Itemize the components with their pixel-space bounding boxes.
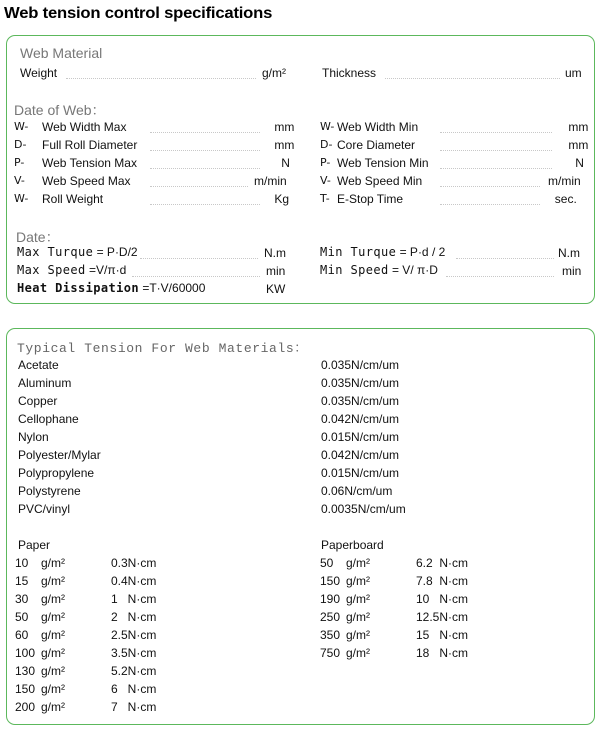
material-tension: 0.0035N/cm/um <box>321 502 406 516</box>
date-of-web-unit: sec. <box>554 192 577 206</box>
min-turque-row <box>320 245 445 259</box>
material-name: Aluminum <box>18 376 72 390</box>
material-tension: 0.042N/cm/um <box>321 412 400 426</box>
date-of-web-label: Web Tension Min <box>337 156 429 170</box>
paper-tension: 1 N·cm <box>111 592 157 606</box>
heat-dissipation-formula: =T·V/60000 <box>142 281 206 295</box>
date-of-web-label: Web Speed Min <box>337 174 423 188</box>
paper-weight: 150 <box>15 682 36 696</box>
min-turque-unit: N.m <box>558 246 580 260</box>
min-speed-formula: = V/ π·D <box>391 263 438 277</box>
min-speed-unit: min <box>562 264 582 278</box>
weight-field[interactable] <box>66 78 256 79</box>
paper-weight-unit: g/m² <box>41 700 65 714</box>
date-of-web-prefix: D- <box>320 138 333 151</box>
paper-weight: 30 <box>15 592 29 606</box>
date-of-web-prefix: P- <box>320 156 331 169</box>
paperboard-weight-unit: g/m² <box>346 592 370 606</box>
paperboard-weight-unit: g/m² <box>346 574 370 588</box>
paper-tension: 7 N·cm <box>111 700 157 714</box>
heat-dissipation-row <box>17 281 205 295</box>
paperboard-weight: 250 <box>320 610 341 624</box>
paperboard-tension: 10 N·cm <box>416 592 469 606</box>
date-of-web-label: Roll Weight <box>42 192 104 206</box>
material-name: Polystyrene <box>18 484 81 498</box>
material-tension: 0.035N/cm/um <box>321 376 400 390</box>
paper-weight-unit: g/m² <box>41 574 65 588</box>
typical-tension-panel <box>6 328 595 725</box>
thickness-label: Thickness <box>322 66 377 80</box>
paperboard-weight: 350 <box>320 628 341 642</box>
material-tension: 0.042N/cm/um <box>321 448 400 462</box>
date-of-web-prefix: W- <box>320 120 335 133</box>
max-turque-row <box>17 245 138 259</box>
weight-label: Weight <box>20 66 58 80</box>
paper-weight-unit: g/m² <box>41 592 65 606</box>
paper-weight-unit: g/m² <box>41 646 65 660</box>
min-turque-label: Min Turque <box>320 245 397 259</box>
paper-tension: 0.3N·cm <box>111 556 157 570</box>
date-of-web-field[interactable] <box>150 150 260 151</box>
date-of-web-unit: N <box>281 156 290 170</box>
date-of-web-label: Web Speed Max <box>42 174 131 188</box>
material-name: Copper <box>18 394 58 408</box>
paperboard-tension: 15 N·cm <box>416 628 469 642</box>
date-of-web-label: Full Roll Diameter <box>42 138 138 152</box>
material-name: Nylon <box>18 430 49 444</box>
max-speed-formula: =V/π·d <box>88 263 127 277</box>
paperboard-heading: Paperboard <box>321 538 384 552</box>
paper-weight-unit: g/m² <box>41 628 65 642</box>
paper-heading: Paper <box>18 538 51 552</box>
paper-weight: 15 <box>15 574 29 588</box>
max-turque-unit: N.m <box>264 246 286 260</box>
paper-weight: 100 <box>15 646 36 660</box>
paper-tension: 2.5N·cm <box>111 628 157 642</box>
date-of-web-prefix: V- <box>320 174 331 187</box>
min-speed-field[interactable] <box>446 276 554 277</box>
paper-weight: 200 <box>15 700 36 714</box>
min-turque-field[interactable] <box>456 258 554 259</box>
paperboard-weight: 150 <box>320 574 341 588</box>
paperboard-weight: 750 <box>320 646 341 660</box>
paperboard-weight-unit: g/m² <box>346 646 370 660</box>
paperboard-weight: 190 <box>320 592 341 606</box>
paper-tension: 3.5N·cm <box>111 646 157 660</box>
paper-weight-unit: g/m² <box>41 682 65 696</box>
date-of-web-field[interactable] <box>440 150 552 151</box>
material-name: Polypropylene <box>18 466 95 480</box>
material-tension: 0.06N/cm/um <box>321 484 393 498</box>
min-speed-row <box>320 263 438 277</box>
min-speed-label: Min Speed <box>320 263 389 277</box>
material-tension: 0.015N/cm/um <box>321 430 400 444</box>
paper-weight: 50 <box>15 610 29 624</box>
date-of-web-unit: m/min <box>548 174 581 188</box>
max-speed-row <box>17 263 126 277</box>
paperboard-tension: 18 N·cm <box>416 646 469 660</box>
date-of-web-label: Web Width Min <box>337 120 419 134</box>
material-name: PVC/vinyl <box>18 502 71 516</box>
paper-weight-unit: g/m² <box>41 664 65 678</box>
paper-weight-unit: g/m² <box>41 556 65 570</box>
date-of-web-field[interactable] <box>440 204 540 205</box>
paper-weight-unit: g/m² <box>41 610 65 624</box>
date-of-web-field[interactable] <box>440 168 552 169</box>
paperboard-tension: 7.8 N·cm <box>416 574 469 588</box>
date-of-web-unit: mm <box>568 138 589 152</box>
max-turque-field[interactable] <box>140 258 258 259</box>
date-of-web-field[interactable] <box>150 168 260 169</box>
date-of-web-prefix: T- <box>320 192 330 205</box>
date-of-web-unit: mm <box>568 120 589 134</box>
date-of-web-prefix: W- <box>14 192 29 205</box>
material-tension: 0.035N/cm/um <box>321 358 400 372</box>
paperboard-tension: 6.2 N·cm <box>416 556 469 570</box>
paperboard-weight-unit: g/m² <box>346 628 370 642</box>
paper-tension: 6 N·cm <box>111 682 157 696</box>
page-title: Web tension control specifications <box>4 5 273 22</box>
paper-tension: 0.4N·cm <box>111 574 157 588</box>
typical-tension-heading: Typical Tension For Web Materials： <box>17 341 308 356</box>
material-tension: 0.035N/cm/um <box>321 394 400 408</box>
date-of-web-label: Core Diameter <box>337 138 416 152</box>
min-turque-formula: = P·d / 2 <box>399 245 446 259</box>
weight-unit: g/m² <box>262 66 286 80</box>
date-heading: Date： <box>16 229 60 245</box>
max-speed-label: Max Speed <box>17 263 86 277</box>
paper-weight: 130 <box>15 664 36 678</box>
paperboard-weight: 50 <box>320 556 334 570</box>
paperboard-weight-unit: g/m² <box>346 556 370 570</box>
date-of-web-field[interactable] <box>150 186 248 187</box>
date-of-web-unit: m/min <box>254 174 287 188</box>
date-of-web-prefix: P- <box>14 156 25 169</box>
heat-dissipation-unit: KW <box>266 282 286 296</box>
date-of-web-field[interactable] <box>150 132 260 133</box>
date-of-web-unit: mm <box>274 120 295 134</box>
date-of-web-label: E-Stop Time <box>337 192 404 206</box>
date-of-web-field[interactable] <box>150 204 260 205</box>
web-material-heading: Web Material <box>20 45 103 61</box>
date-of-web-field[interactable] <box>440 186 540 187</box>
paper-weight: 60 <box>15 628 29 642</box>
max-speed-unit: min <box>266 264 286 278</box>
date-of-web-prefix: D- <box>14 138 27 151</box>
paper-weight: 10 <box>15 556 29 570</box>
date-of-web-unit: N <box>575 156 584 170</box>
max-turque-label: Max Turque <box>17 245 94 259</box>
thickness-unit: um <box>565 66 582 80</box>
material-tension: 0.015N/cm/um <box>321 466 400 480</box>
paperboard-tension: 12.5N·cm <box>416 610 469 624</box>
max-turque-formula: = P·D/2 <box>96 245 138 259</box>
material-name: Acetate <box>18 358 59 372</box>
date-of-web-label: Web Tension Max <box>42 156 137 170</box>
date-of-web-prefix: V- <box>14 174 25 187</box>
material-name: Polyester/Mylar <box>18 448 101 462</box>
date-of-web-unit: mm <box>274 138 295 152</box>
date-of-web-label: Web Width Max <box>42 120 127 134</box>
paper-tension: 5.2N·cm <box>111 664 157 678</box>
max-speed-field[interactable] <box>132 276 260 277</box>
date-of-web-unit: Kg <box>274 192 290 206</box>
date-of-web-field[interactable] <box>440 132 552 133</box>
paper-tension: 2 N·cm <box>111 610 157 624</box>
material-name: Cellophane <box>18 412 79 426</box>
date-of-web-heading: Date of Web： <box>14 102 106 118</box>
date-of-web-prefix: W- <box>14 120 29 133</box>
heat-dissipation-label: Heat Dissipation <box>17 281 139 295</box>
paperboard-weight-unit: g/m² <box>346 610 370 624</box>
thickness-field[interactable] <box>385 78 560 79</box>
